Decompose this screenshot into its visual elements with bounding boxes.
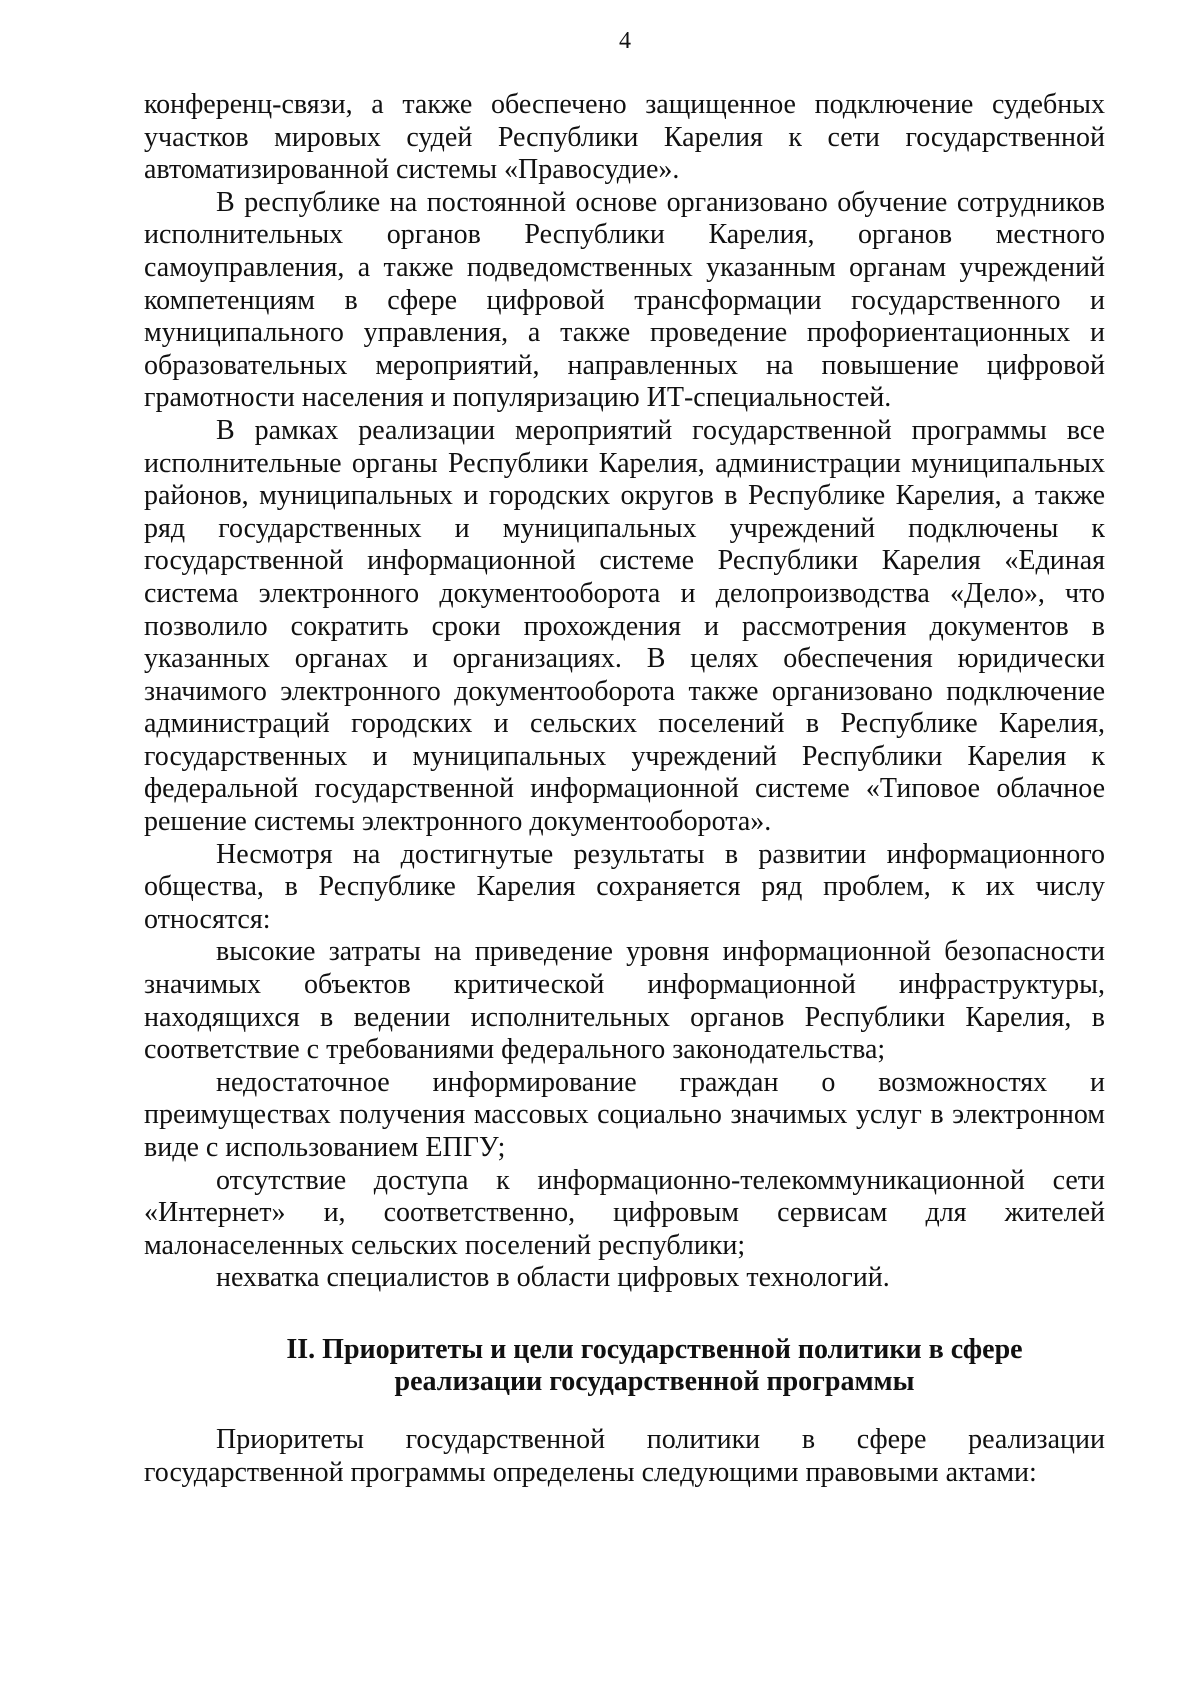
body-text-section-2 bbox=[144, 1424, 1105, 1489]
paragraph-priorities: Приоритеты государственной политики в сфере реализации государственной программы определены следующими правовыми актами: bbox=[144, 1424, 1105, 1488]
problem-item-specialists: нехватка специалистов в области цифровых технологий. bbox=[216, 1262, 890, 1294]
problem-item-informing: недостаточное информирование граждан о возможностях и преимуществах получения массовых социально значимых услуг в электронном виде с использованием ЕПГУ; bbox=[144, 1066, 1105, 1163]
paragraph-training: В республике на постоянной основе организовано обучение сотрудников исполнительных органов Республики Карелия, органов местного самоуправления, а также подведомственных указанным органам учреждений компетенциям в сфере цифровой трансформации государственного и муниципального управления, а также проведение профориентационных и образовательных мероприятий, направленных на повышение цифровой грамотности населения и популяризацию ИТ-специальностей. bbox=[144, 186, 1105, 414]
page-number: 4 bbox=[619, 28, 631, 54]
section-heading bbox=[144, 1334, 1105, 1398]
problem-item-security-costs: высокие затраты на приведение уровня информационной безопасности значимых объектов критической информационной инфраструктуры, находящихся в ведении исполнительных органов Республики Карелия, в соответствие с требованиями федерального законодательства; bbox=[144, 936, 1105, 1066]
section-heading-line-1: II. Приоритеты и цели государственной политики в сфере bbox=[286, 1334, 1023, 1365]
body-text bbox=[144, 89, 1105, 1295]
paragraph-problems-intro: Несмотря на достигнутые результаты в развитии информационного общества, в Республике Карелия сохраняется ряд проблем, к их числу относятся: bbox=[144, 838, 1105, 935]
problem-item-internet-access: отсутствие доступа к информационно-телекоммуникационной сети «Интернет» и, соответственно, цифровым сервисам для жителей малонаселенных сельских поселений республики; bbox=[144, 1164, 1105, 1261]
paragraph-edo-system: В рамках реализации мероприятий государственной программы все исполнительные органы Республики Карелия, администрации муниципальных районов, муниципальных и городских округов в Республике Карелия, а также ряд государственных и муниципальных учреждений подключены к государственной информационной системе Республики Карелия «Единая система электронного документооборота и делопроизводства «Дело», что позволило сократить сроки прохождения и рассмотрения документов в указанных органах и организациях. В целях обеспечения юридически значимого электронного документооборота также организовано подключение администраций городских и сельских поселений в Республике Карелия, государственных и муниципальных учреждений Республики Карелия к федеральной государственной информационной системе «Типовое облачное решение системы электронного документооборота». bbox=[144, 414, 1105, 838]
paragraph-continuation: конференц-связи, а также обеспечено защищенное подключение судебных участков мировых судей Республики Карелия к сети государственной автоматизированной системы «Правосудие». bbox=[144, 89, 1105, 186]
section-heading-line-2: реализации государственной программы bbox=[394, 1366, 915, 1397]
